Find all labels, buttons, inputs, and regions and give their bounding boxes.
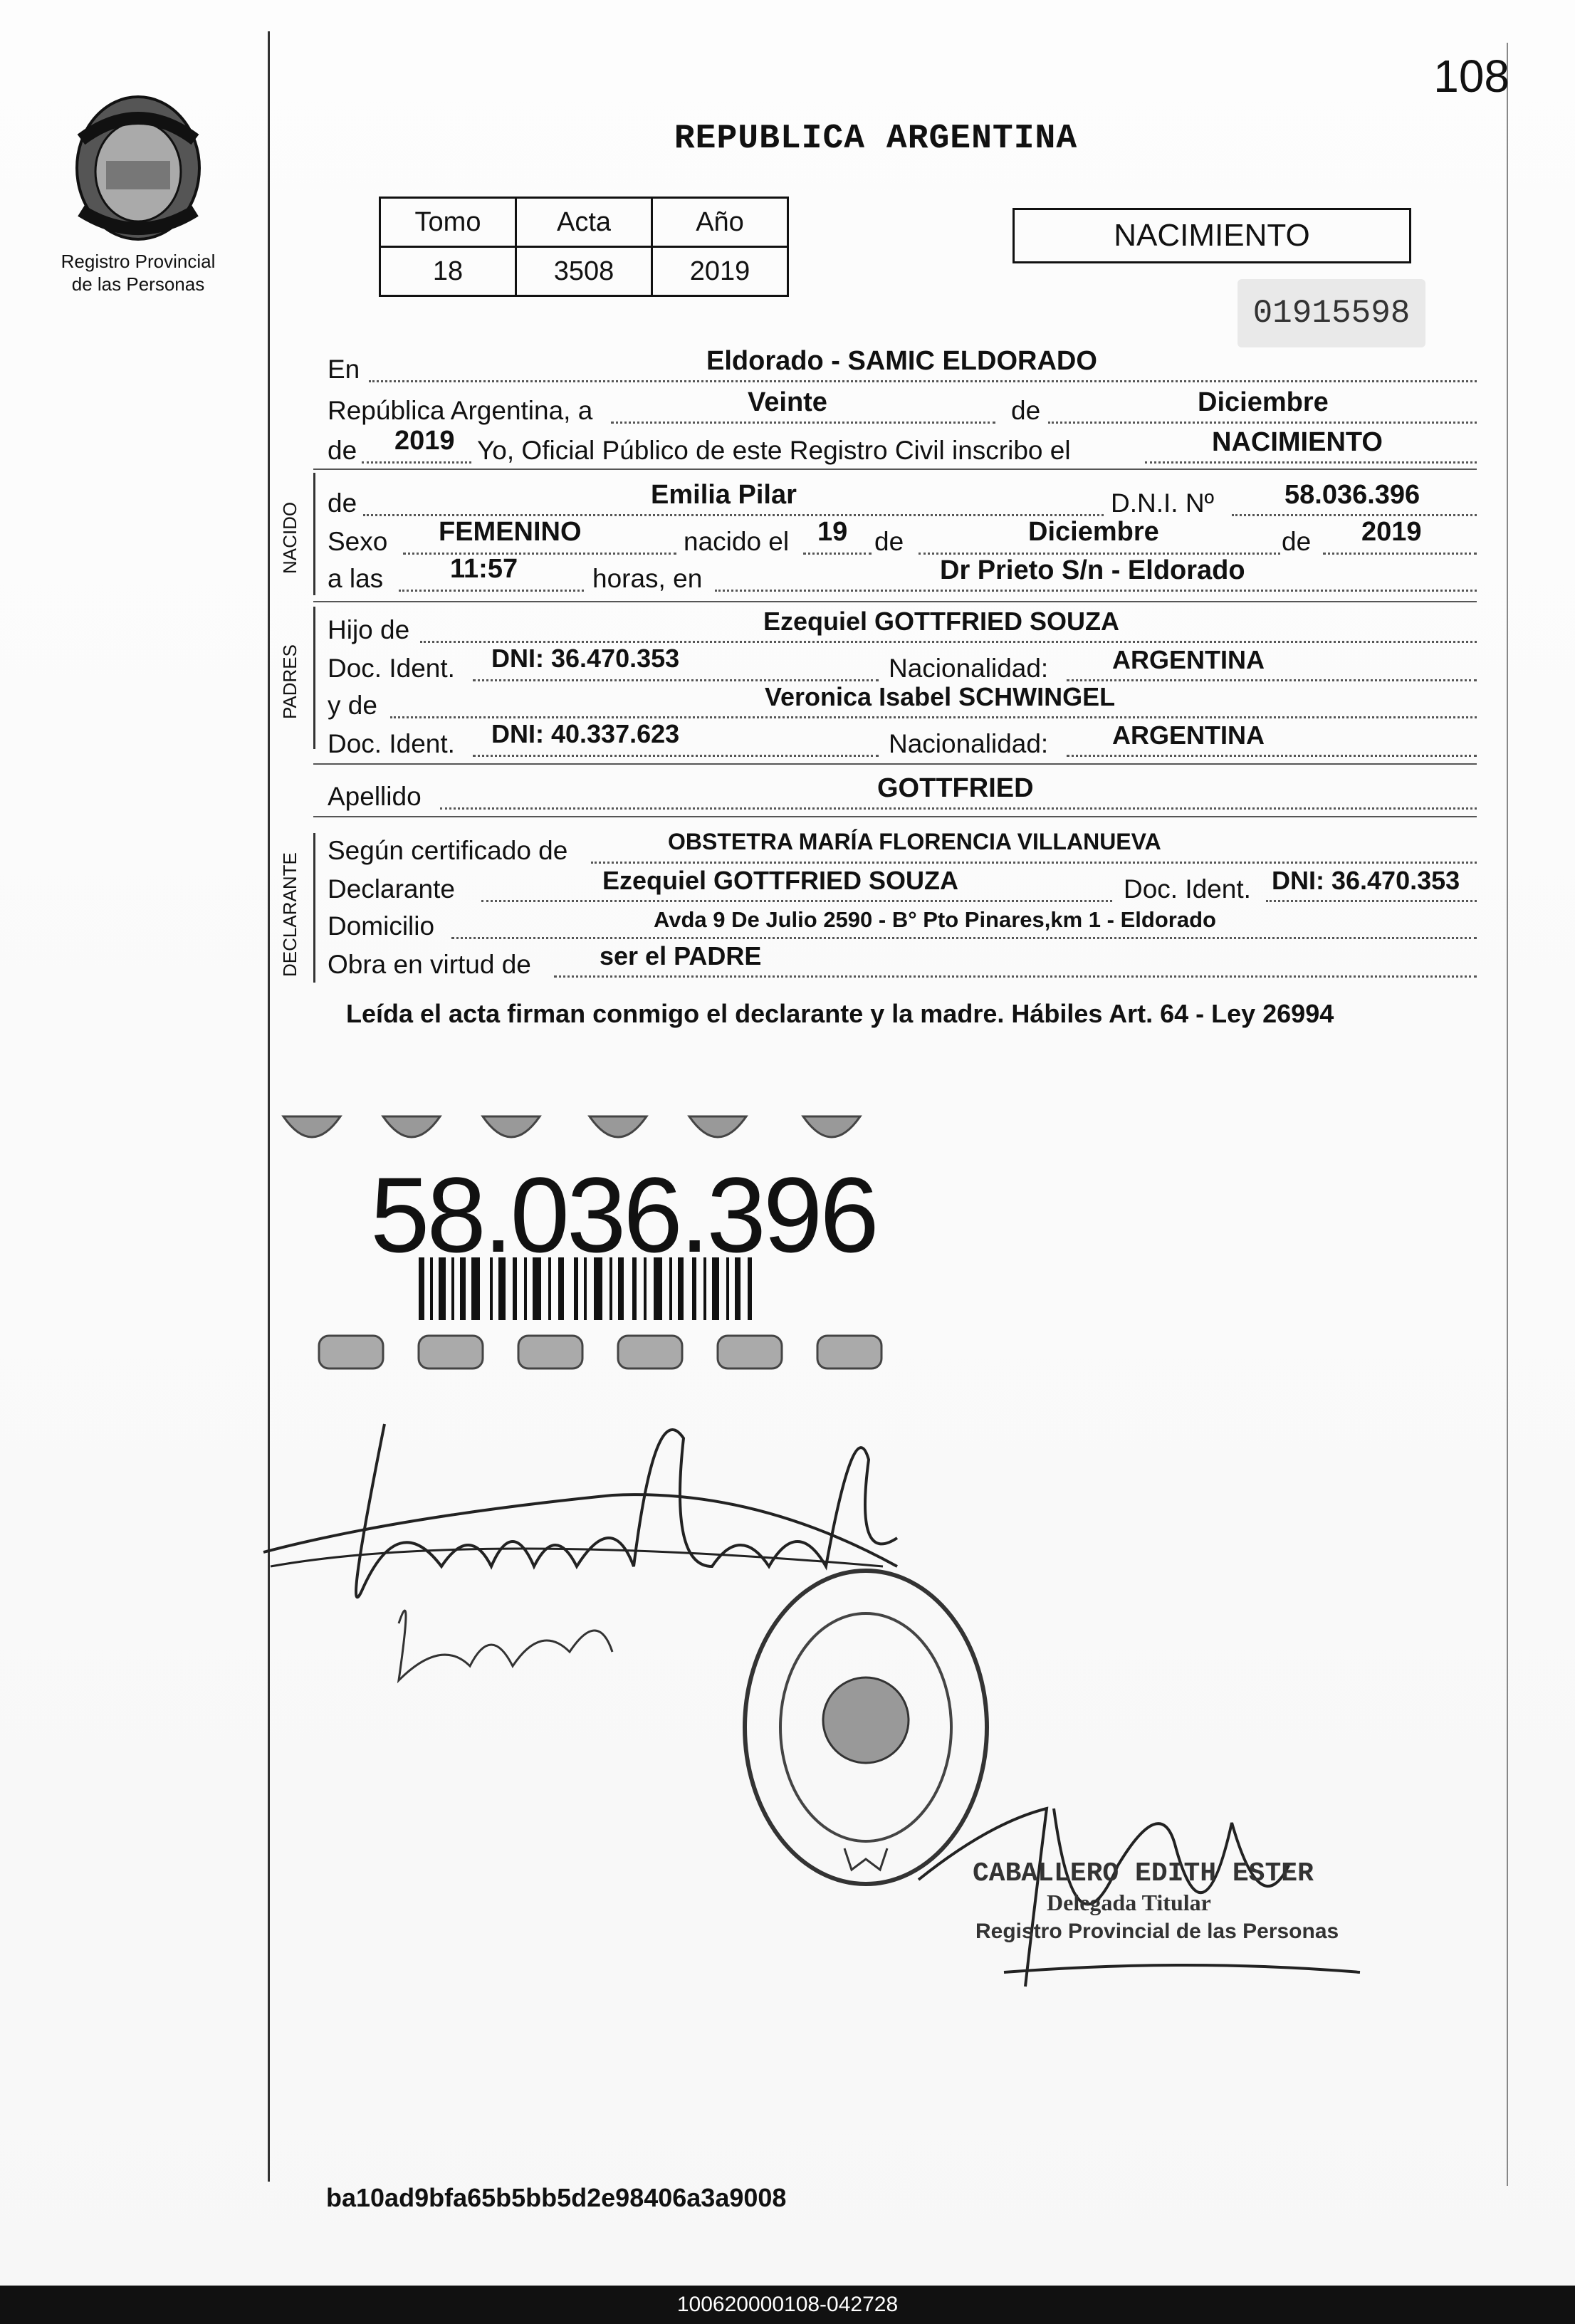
record-type-box: NACIMIENTO bbox=[1012, 208, 1411, 263]
de-label: de bbox=[1011, 396, 1041, 425]
a-las-label: a las bbox=[328, 564, 384, 593]
de-label: de bbox=[874, 527, 904, 556]
certificado-value: OBSTETRA MARÍA FLORENCIA VILLANUEVA bbox=[668, 829, 1161, 854]
header-acta: Acta bbox=[516, 198, 652, 247]
apellido-label: Apellido bbox=[328, 782, 422, 811]
document-title: REPUBLICA ARGENTINA bbox=[674, 120, 1078, 158]
misiones-seal-icon bbox=[67, 90, 209, 246]
lugar-value: Dr Prieto S/n - Eldorado bbox=[940, 555, 1245, 585]
nombre-value: Emilia Pilar bbox=[651, 480, 797, 510]
section-bar bbox=[313, 473, 315, 595]
section-bar bbox=[313, 607, 315, 749]
dots bbox=[362, 461, 471, 464]
madre-nac: ARGENTINA bbox=[1112, 721, 1265, 750]
left-margin-line bbox=[268, 31, 270, 2182]
de-label: de bbox=[328, 488, 357, 518]
dots bbox=[1266, 900, 1477, 902]
value-anio: 2019 bbox=[652, 247, 788, 296]
logo-caption-line2: de las Personas bbox=[71, 273, 205, 295]
hora-value: 11:57 bbox=[450, 554, 518, 584]
en-label: En bbox=[328, 355, 360, 384]
en-value: Eldorado - SAMIC ELDORADO bbox=[706, 346, 1097, 376]
official-role: Delegada Titular bbox=[1047, 1890, 1211, 1915]
dni-value: 58.036.396 bbox=[1284, 480, 1420, 510]
dots bbox=[1232, 514, 1477, 516]
domicilio-value: Avda 9 De Julio 2590 - B° Pto Pinares,km 1 - Eldorado bbox=[654, 907, 1216, 932]
official-org: Registro Provincial de las Personas bbox=[975, 1920, 1339, 1943]
dots bbox=[440, 807, 1477, 810]
doc-ident-label: Doc. Ident. bbox=[328, 654, 455, 683]
dots bbox=[611, 422, 995, 424]
madre-value: Veronica Isabel SCHWINGEL bbox=[765, 682, 1116, 711]
page-number: 108 bbox=[1433, 51, 1509, 102]
dots bbox=[1145, 461, 1477, 464]
horas-en-label: horas, en bbox=[592, 564, 703, 593]
dots bbox=[363, 514, 1104, 516]
dots bbox=[420, 641, 1477, 643]
dots bbox=[473, 679, 879, 681]
header-tomo: Tomo bbox=[380, 198, 516, 247]
sexo-label: Sexo bbox=[328, 527, 388, 556]
padre-doc: DNI: 36.470.353 bbox=[491, 644, 680, 673]
closing-note: Leída el acta firman conmigo el declarante y la madre. Hábiles Art. 64 - Ley 26994 bbox=[346, 999, 1334, 1028]
dots bbox=[390, 716, 1477, 718]
obra-label: Obra en virtud de bbox=[328, 950, 531, 979]
padre-nac: ARGENTINA bbox=[1112, 645, 1265, 674]
dots bbox=[399, 590, 584, 592]
dots bbox=[1067, 755, 1477, 757]
dots bbox=[481, 900, 1112, 902]
republica-label: República Argentina, a bbox=[328, 396, 593, 425]
inscribo-text: Yo, Oficial Público de este Registro Civil inscribo el bbox=[477, 436, 1071, 465]
value-acta: 3508 bbox=[516, 247, 652, 296]
nacido-el-label: nacido el bbox=[684, 527, 790, 556]
de-label: de bbox=[328, 436, 357, 465]
sticker-dni-number: 58.036.396 bbox=[370, 1155, 877, 1274]
declarante-doc: DNI: 36.470.353 bbox=[1272, 866, 1460, 895]
dots bbox=[451, 937, 1477, 939]
divider bbox=[313, 601, 1477, 602]
section-bar bbox=[313, 833, 315, 983]
anio-value: 2019 bbox=[394, 426, 455, 456]
nac-anio: 2019 bbox=[1361, 517, 1422, 547]
declarante-value: Ezequiel GOTTFRIED SOUZA bbox=[602, 866, 959, 895]
dots bbox=[715, 590, 1477, 592]
doc-ident-label: Doc. Ident. bbox=[328, 729, 455, 758]
nac-mes: Diciembre bbox=[1028, 517, 1159, 547]
section-padres-label: PADRES bbox=[279, 644, 300, 719]
section-nacido-label: NACIDO bbox=[279, 501, 300, 574]
divider bbox=[313, 469, 1477, 470]
madre-doc: DNI: 40.337.623 bbox=[491, 719, 680, 748]
dots bbox=[473, 755, 879, 757]
dots bbox=[554, 975, 1477, 978]
dots bbox=[1067, 679, 1477, 681]
de-label: de bbox=[1282, 527, 1312, 556]
certificado-label: Según certificado de bbox=[328, 836, 568, 865]
header-anio: Año bbox=[652, 198, 788, 247]
inscribo-value: NACIMIENTO bbox=[1212, 427, 1383, 457]
dots bbox=[803, 553, 872, 555]
official-name: CABALLERO EDITH ESTER bbox=[973, 1858, 1314, 1889]
right-margin-line bbox=[1507, 43, 1508, 2186]
dni-label: D.N.I. Nº bbox=[1111, 488, 1215, 518]
nacionalidad-label: Nacionalidad: bbox=[889, 729, 1049, 758]
obra-value: ser el PADRE bbox=[600, 941, 762, 970]
apellido-value: GOTTFRIED bbox=[877, 773, 1034, 803]
document-hash: ba10ad9bfa65b5bb5d2e98406a3a9008 bbox=[326, 2183, 787, 2212]
dots bbox=[369, 380, 1477, 382]
hijo-de-label: Hijo de bbox=[328, 615, 410, 644]
sexo-value: FEMENINO bbox=[439, 517, 582, 547]
mes-value: Diciembre bbox=[1198, 387, 1329, 417]
logo-caption-line1: Registro Provincial bbox=[61, 251, 216, 272]
domicilio-label: Domicilio bbox=[328, 911, 435, 941]
nac-dia: 19 bbox=[817, 517, 848, 547]
record-table bbox=[379, 197, 789, 297]
bottom-code: 100620000108-042728 bbox=[676, 2293, 899, 2316]
declarante-label: Declarante bbox=[328, 874, 455, 904]
dots bbox=[1323, 553, 1477, 555]
divider bbox=[313, 763, 1477, 765]
section-declarante-label: DECLARANTE bbox=[279, 852, 300, 977]
value-tomo: 18 bbox=[380, 247, 516, 296]
dots bbox=[1048, 422, 1477, 424]
serial-number: 01915598 bbox=[1238, 279, 1425, 347]
dia-value: Veinte bbox=[748, 387, 827, 417]
divider bbox=[313, 816, 1477, 817]
declarante-doc-label: Doc. Ident. bbox=[1124, 874, 1251, 904]
padre-value: Ezequiel GOTTFRIED SOUZA bbox=[763, 607, 1120, 636]
nacionalidad-label: Nacionalidad: bbox=[889, 654, 1049, 683]
dots bbox=[591, 862, 1477, 864]
y-de-label: y de bbox=[328, 691, 377, 720]
dots bbox=[403, 553, 676, 555]
dots bbox=[919, 553, 1280, 555]
